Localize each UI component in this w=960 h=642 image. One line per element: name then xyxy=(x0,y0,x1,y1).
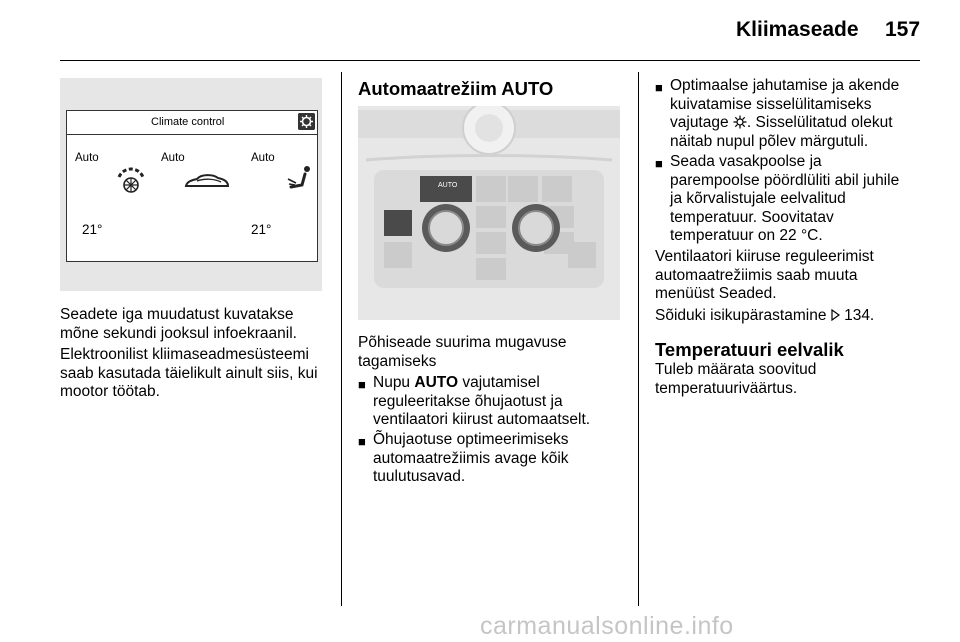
text-line: Õhujaotuse optimeerimiseks xyxy=(373,431,569,448)
paragraph-fan-speed xyxy=(655,248,874,304)
text-line: Optimaalse jahutamise ja akende xyxy=(670,77,900,94)
text-line: mõne sekundi jooksul infoekraanil. xyxy=(60,324,297,342)
gear-icon xyxy=(298,113,315,130)
section-heading-auto-mode: Automaatrežiim AUTO xyxy=(358,78,554,99)
seat-airflow-icon xyxy=(285,165,315,197)
snowflake-gear-icon xyxy=(733,115,747,129)
text-line xyxy=(373,374,590,393)
fan-icon xyxy=(113,165,149,197)
footer-watermark: carmanualsonline.info xyxy=(480,612,734,640)
text-span: vajutamisel xyxy=(458,374,540,391)
paragraph-basic-setting xyxy=(358,334,567,371)
page-number: 157 xyxy=(885,18,921,41)
paragraph-display-note xyxy=(60,306,297,343)
text-line: Seadete iga muudatust kuvatakse xyxy=(60,306,294,323)
text-line: ventilaatori kiirust automaatselt. xyxy=(373,411,591,428)
text-line: tagamiseks xyxy=(358,352,437,370)
text-line: reguleeritakse õhujaotust ja xyxy=(373,392,563,410)
text-span: vajutage xyxy=(670,114,733,131)
text-line: mootor töötab. xyxy=(60,383,160,400)
auto-label-fan: Auto xyxy=(75,152,99,164)
text-line: menüüst Seaded. xyxy=(655,285,777,302)
bullet-vents xyxy=(373,431,569,487)
auto-label-distribution: Auto xyxy=(161,152,185,164)
climate-screen-titlebar xyxy=(67,111,317,135)
bullet-temperature xyxy=(670,153,899,246)
bullet-marker: ■ xyxy=(358,434,366,449)
bullet-auto-button xyxy=(373,374,590,430)
text-line: automaatrežiimis saab muuta xyxy=(655,266,858,284)
paragraph-personalisation-ref xyxy=(655,307,874,326)
text-span: . Sisselülitatud olekut xyxy=(746,114,893,131)
text-line: Ventilaatori kiiruse reguleerimist xyxy=(655,248,874,265)
car-airflow-icon xyxy=(183,169,231,193)
auto-label-seat: Auto xyxy=(251,152,275,164)
text-line: temperatuuriväärtus. xyxy=(655,379,798,397)
column-divider-right xyxy=(638,72,639,606)
text-line: Seada vasakpoolse ja xyxy=(670,153,822,170)
text-line: kuivatamise sisselülitamiseks xyxy=(670,95,872,113)
header-rule xyxy=(60,60,920,61)
climate-control-screen xyxy=(66,110,318,262)
column-divider-left xyxy=(341,72,342,606)
text-span: Sõiduki isikupärastamine xyxy=(655,307,831,324)
text-line xyxy=(670,114,899,133)
text-span: 134. xyxy=(839,307,875,324)
paragraph-temperature-preset xyxy=(655,361,816,398)
climate-screen-title: Climate control xyxy=(151,116,225,128)
text-span: Nupu xyxy=(373,374,415,391)
climate-console-photo xyxy=(358,106,620,320)
bullet-cooling xyxy=(670,77,899,151)
text-line: temperatuur. Soovitatav xyxy=(670,208,834,226)
text-line: Tuleb määrata soovitud xyxy=(655,361,817,378)
paragraph-engine-note xyxy=(60,346,318,402)
auto-button-label: AUTO xyxy=(438,182,458,189)
temperature-left: 21° xyxy=(82,222,103,237)
climate-console-illustration xyxy=(358,106,620,320)
text-line: parempoolse pöördlüliti abil juhile xyxy=(670,171,900,189)
bullet-marker: ■ xyxy=(655,156,663,171)
running-header-title: Kliimaseade xyxy=(736,18,859,41)
text-line: ja kõrvalistujale eelvalitud xyxy=(670,190,846,207)
bullet-marker: ■ xyxy=(358,377,366,392)
text-line: Põhiseade suurima mugavuse xyxy=(358,334,567,351)
bullet-marker: ■ xyxy=(655,80,663,95)
text-line: automaatrežiimis avage kõik xyxy=(373,449,569,467)
text-line: saab kasutada täielikult ainult siis, kui xyxy=(60,364,318,382)
text-line: näitab nupul põlev märgutuli. xyxy=(670,132,869,150)
page-reference-arrow-icon xyxy=(831,309,840,321)
temperature-right: 21° xyxy=(251,222,272,237)
auto-keyword: AUTO xyxy=(414,374,459,391)
text-line: temperatuur on 22 °C. xyxy=(670,227,823,244)
section-heading-temperature-preset: Temperatuuri eelvalik xyxy=(655,339,844,360)
text-line: Elektroonilist kliimaseadmesüsteemi xyxy=(60,346,309,363)
text-line: tuulutusavad. xyxy=(373,468,466,485)
